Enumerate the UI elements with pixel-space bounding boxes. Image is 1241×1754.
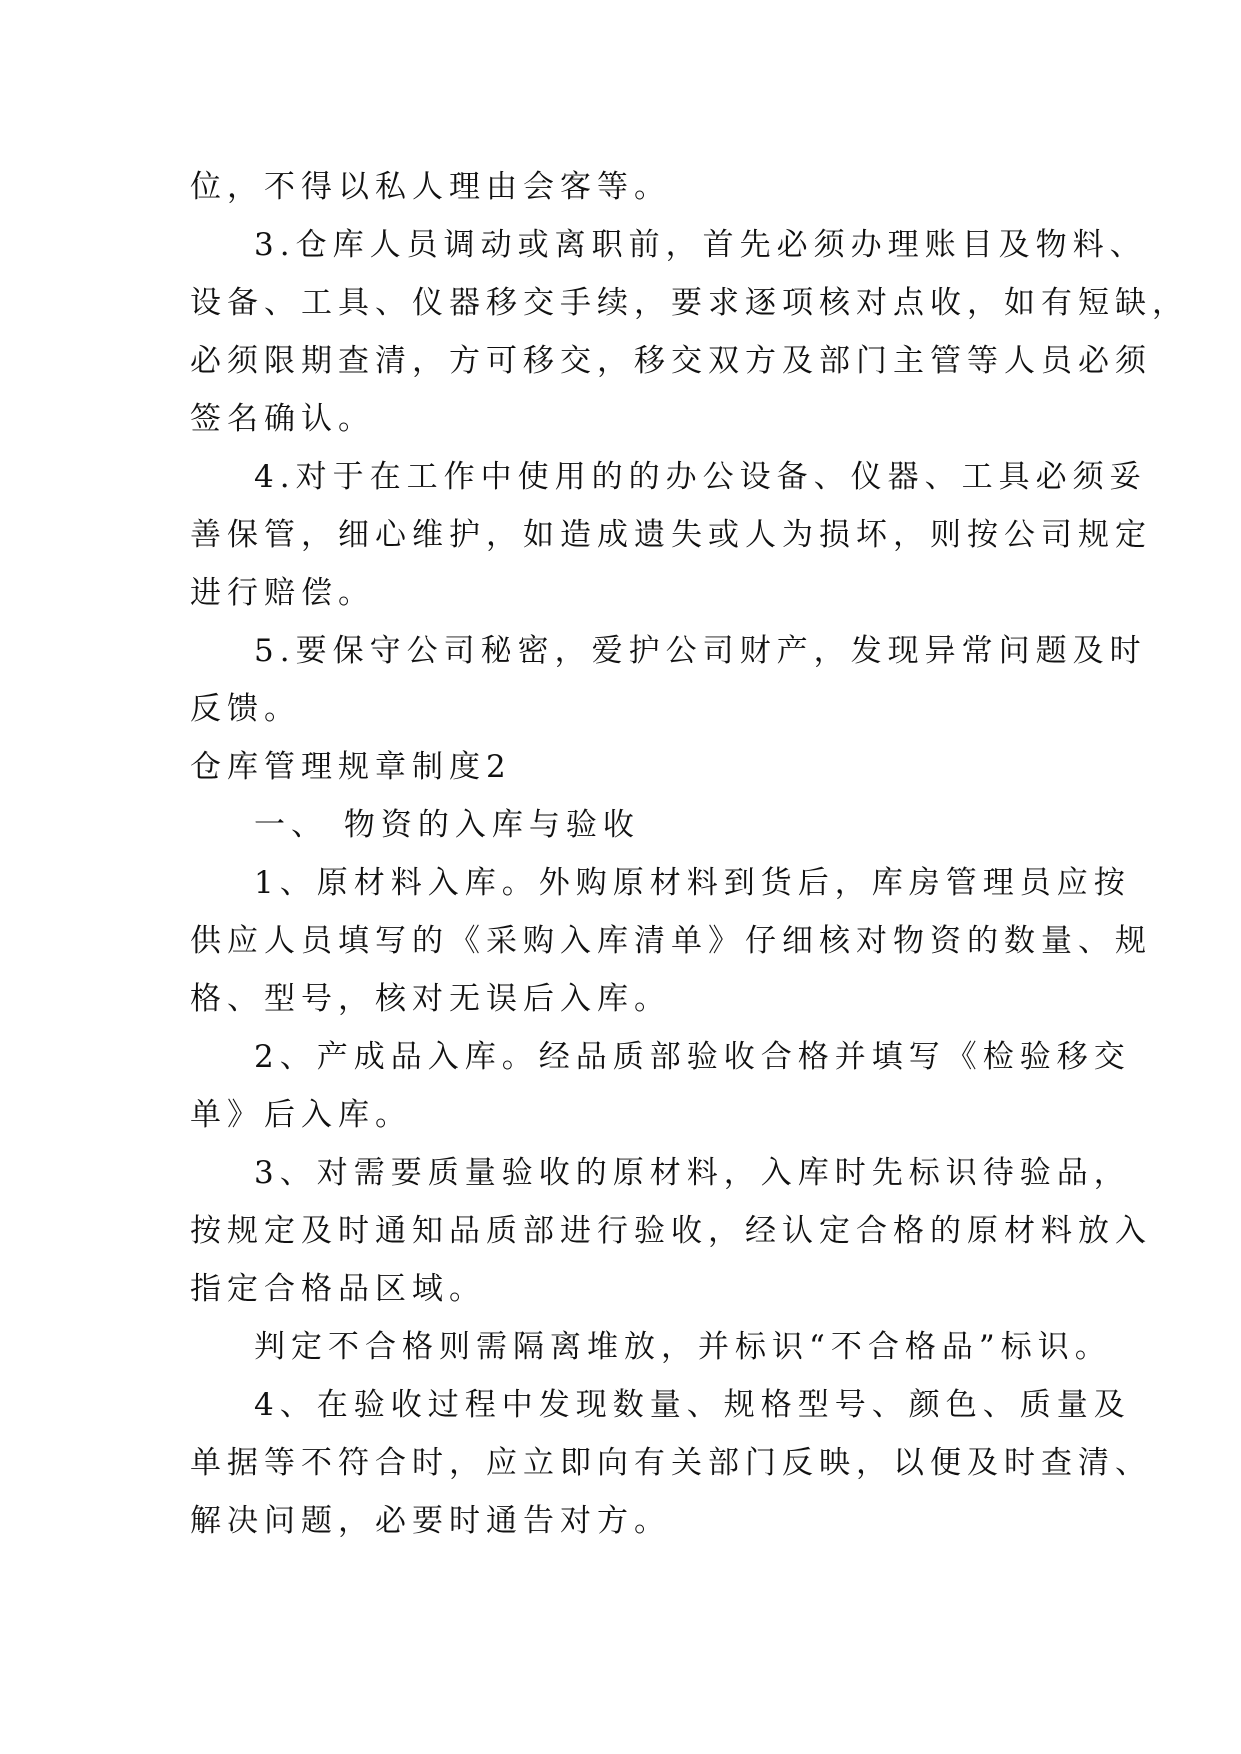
text-line: 3.仓库人员调动或离职前，首先必须办理账目及物料、 [254,227,1147,263]
text-line: 必须限期查清，方可移交，移交双方及部门主管等人员必须 [190,343,1152,379]
text-line: 善保管，细心维护，如造成遗失或人为损坏，则按公司规定 [190,517,1152,553]
text-line: 4、在验收过程中发现数量、规格型号、颜色、质量及 [254,1387,1131,1423]
text-line: 反馈。 [190,691,301,727]
text-line: 格、型号，核对无误后入库。 [190,981,671,1017]
text-line: 指定合格品区域。 [190,1271,486,1307]
text-line: 单》后入库。 [190,1097,412,1133]
text-line: 4.对于在工作中使用的的办公设备、仪器、工具必须妥 [254,459,1147,495]
text-line: 签名确认。 [190,401,375,437]
text-line: 进行赔偿。 [190,575,375,611]
document-body [190,158,1189,1550]
text-line: 按规定及时通知品质部进行验收，经认定合格的原材料放入 [190,1213,1152,1249]
section-title: 仓库管理规章制度2 [190,749,512,785]
text-line: 供应人员填写的《采购入库清单》仔细核对物资的数量、规 [190,923,1152,959]
text-line: 2、产成品入库。经品质部验收合格并填写《检验移交 [254,1039,1131,1075]
text-line: 解决问题，必要时通告对方。 [190,1503,671,1539]
text-line: 1、原材料入库。外购原材料到货后，库房管理员应按 [254,865,1131,901]
text-line: 位，不得以私人理由会客等。 [190,169,671,205]
text-line: 设备、工具、仪器移交手续，要求逐项核对点收，如有短缺， [190,285,1189,321]
text-line: 5.要保守公司秘密，爱护公司财产，发现异常问题及时 [254,633,1147,669]
text-line: 判定不合格则需隔离堆放，并标识“不合格品”标识。 [254,1329,1112,1365]
text-line: 单据等不符合时，应立即向有关部门反映，以便及时查清、 [190,1445,1152,1481]
section-subtitle: 一、 物资的入库与验收 [254,807,640,843]
text-line: 3、对需要质量验收的原材料，入库时先标识待验品， [254,1155,1131,1191]
